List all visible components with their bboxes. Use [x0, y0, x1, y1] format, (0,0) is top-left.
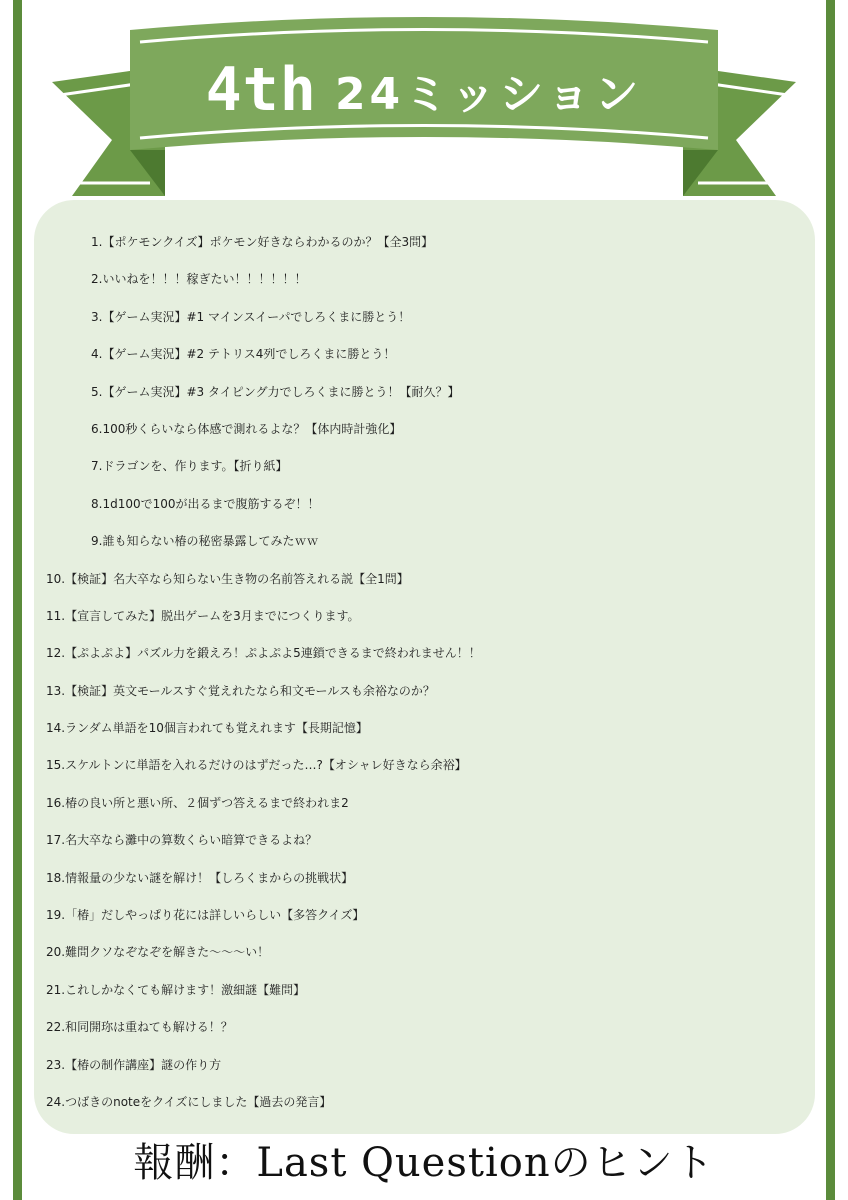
mission-number: 12.: [46, 646, 66, 661]
mission-item: [34, 598, 815, 635]
mission-title: ドラゴンを、作ります。【折り紙】: [102, 459, 288, 474]
mission-panel: [34, 200, 815, 1134]
mission-item: [34, 1047, 815, 1084]
mission-title: 【ポケモンクイズ】ポケモン好きならわかるのか？【全3問】: [102, 235, 434, 249]
mission-number: 6.: [91, 421, 103, 436]
mission-item: [34, 747, 815, 784]
mission-number: 2.: [91, 272, 103, 287]
banner-title-sub: 24ミッション: [334, 69, 643, 120]
mission-number: 17.: [46, 833, 66, 848]
mission-item: [34, 673, 815, 710]
mission-item: [34, 448, 815, 485]
mission-title: 誰も知らない椿の秘密暴露してみたｗｗ: [102, 534, 319, 549]
mission-item: [34, 224, 815, 261]
title-banner: [0, 0, 848, 200]
mission-item: [34, 710, 815, 747]
mission-item: [34, 860, 815, 897]
mission-title: 【検証】名大卒なら知らない生き物の名前答えれる説【全1問】: [65, 571, 409, 586]
mission-title: 【ゲーム実況】#2 テトリス4列でしろくまに勝とう！: [102, 347, 396, 362]
mission-title: ランダム単語を10個言われても覚えれます【長期記憶】: [65, 721, 368, 736]
mission-title: 100秒くらいなら体感で測れるよな？【体内時計強化】: [102, 421, 402, 436]
mission-item: [34, 374, 815, 411]
mission-title: 情報量の少ない謎を解け！【しろくまからの挑戦状】: [65, 870, 354, 885]
mission-number: 3.: [91, 309, 103, 324]
mission-item: [34, 897, 815, 934]
mission-number: 1.: [91, 235, 103, 249]
mission-item: [34, 523, 815, 560]
mission-title: 【検証】英文モールスすぐ覚えれたなら和文モールスも余裕なのか？: [65, 683, 435, 698]
banner-title-main: 4th: [205, 55, 317, 125]
mission-item: [34, 411, 815, 448]
mission-number: 10.: [46, 571, 66, 586]
mission-item: [34, 635, 815, 672]
mission-number: 8.: [91, 496, 103, 511]
mission-title: 「椿」だしやっぱり花には詳しいらしい【多答クイズ】: [65, 908, 365, 923]
mission-number: 5.: [91, 384, 103, 399]
mission-number: 18.: [46, 870, 66, 885]
mission-number: 15.: [46, 758, 66, 773]
mission-number: 7.: [91, 459, 103, 474]
mission-item: [34, 561, 815, 598]
mission-list: [34, 224, 815, 1121]
mission-title: つばきのnoteをクイズにしました【過去の発言】: [65, 1094, 332, 1109]
reward-text: 報酬：Last Questionのヒント: [133, 1140, 715, 1186]
mission-number: 16.: [46, 795, 66, 810]
mission-title: いいねを！！！稼ぎたい！！！！！！: [102, 272, 307, 287]
mission-title: 【ぷよぷよ】パズル力を鍛えろ！ぷよぷよ5連鎖できるまで終われません！！: [65, 646, 481, 661]
mission-title: 1d100で100が出るまで腹筋するぞ！！: [102, 496, 320, 511]
mission-number: 13.: [46, 683, 66, 698]
mission-item: [34, 299, 815, 336]
mission-title: 名大卒なら灘中の算数くらい暗算できるよね？: [65, 833, 318, 848]
mission-item: [34, 1009, 815, 1046]
mission-title: スケルトンに単語を入れるだけのはずだった…?【オシャレ好きなら余裕】: [65, 758, 467, 773]
mission-title: 【宣言してみた】脱出ゲームを3月までにつくります。: [65, 608, 360, 623]
mission-title: 椿の良い所と悪い所、２個ずつ答えるまで終われま2: [65, 795, 349, 810]
mission-item: [34, 1084, 815, 1121]
mission-number: 4.: [91, 347, 103, 362]
mission-number: 20.: [46, 945, 66, 960]
banner-title: [130, 42, 718, 138]
mission-item: [34, 486, 815, 523]
mission-item: [34, 336, 815, 373]
mission-item: [34, 934, 815, 971]
mission-number: 24.: [46, 1094, 66, 1109]
mission-title: 難問クソなぞなぞを解きた〜〜〜い！: [65, 945, 270, 960]
mission-item: [34, 261, 815, 298]
mission-title: 和同開珎は重ねても解ける！？: [65, 1020, 233, 1035]
mission-title: 【ゲーム実況】#3 タイピング力でしろくまに勝とう！【耐久？】: [102, 384, 460, 399]
mission-number: 11.: [46, 608, 66, 623]
mission-title: 【ゲーム実況】#1 マインスイーパでしろくまに勝とう！: [102, 309, 411, 324]
mission-item: [34, 972, 815, 1009]
mission-item: [34, 822, 815, 859]
mission-title: 【椿の制作講座】謎の作り方: [65, 1057, 222, 1072]
mission-number: 19.: [46, 908, 66, 923]
mission-number: 9.: [91, 534, 103, 549]
mission-title: これしかなくても解けます！激細謎【難問】: [65, 982, 306, 997]
mission-number: 22.: [46, 1020, 66, 1035]
mission-number: 23.: [46, 1057, 66, 1072]
mission-number: 14.: [46, 721, 66, 736]
mission-item: [34, 785, 815, 822]
mission-number: 21.: [46, 982, 66, 997]
